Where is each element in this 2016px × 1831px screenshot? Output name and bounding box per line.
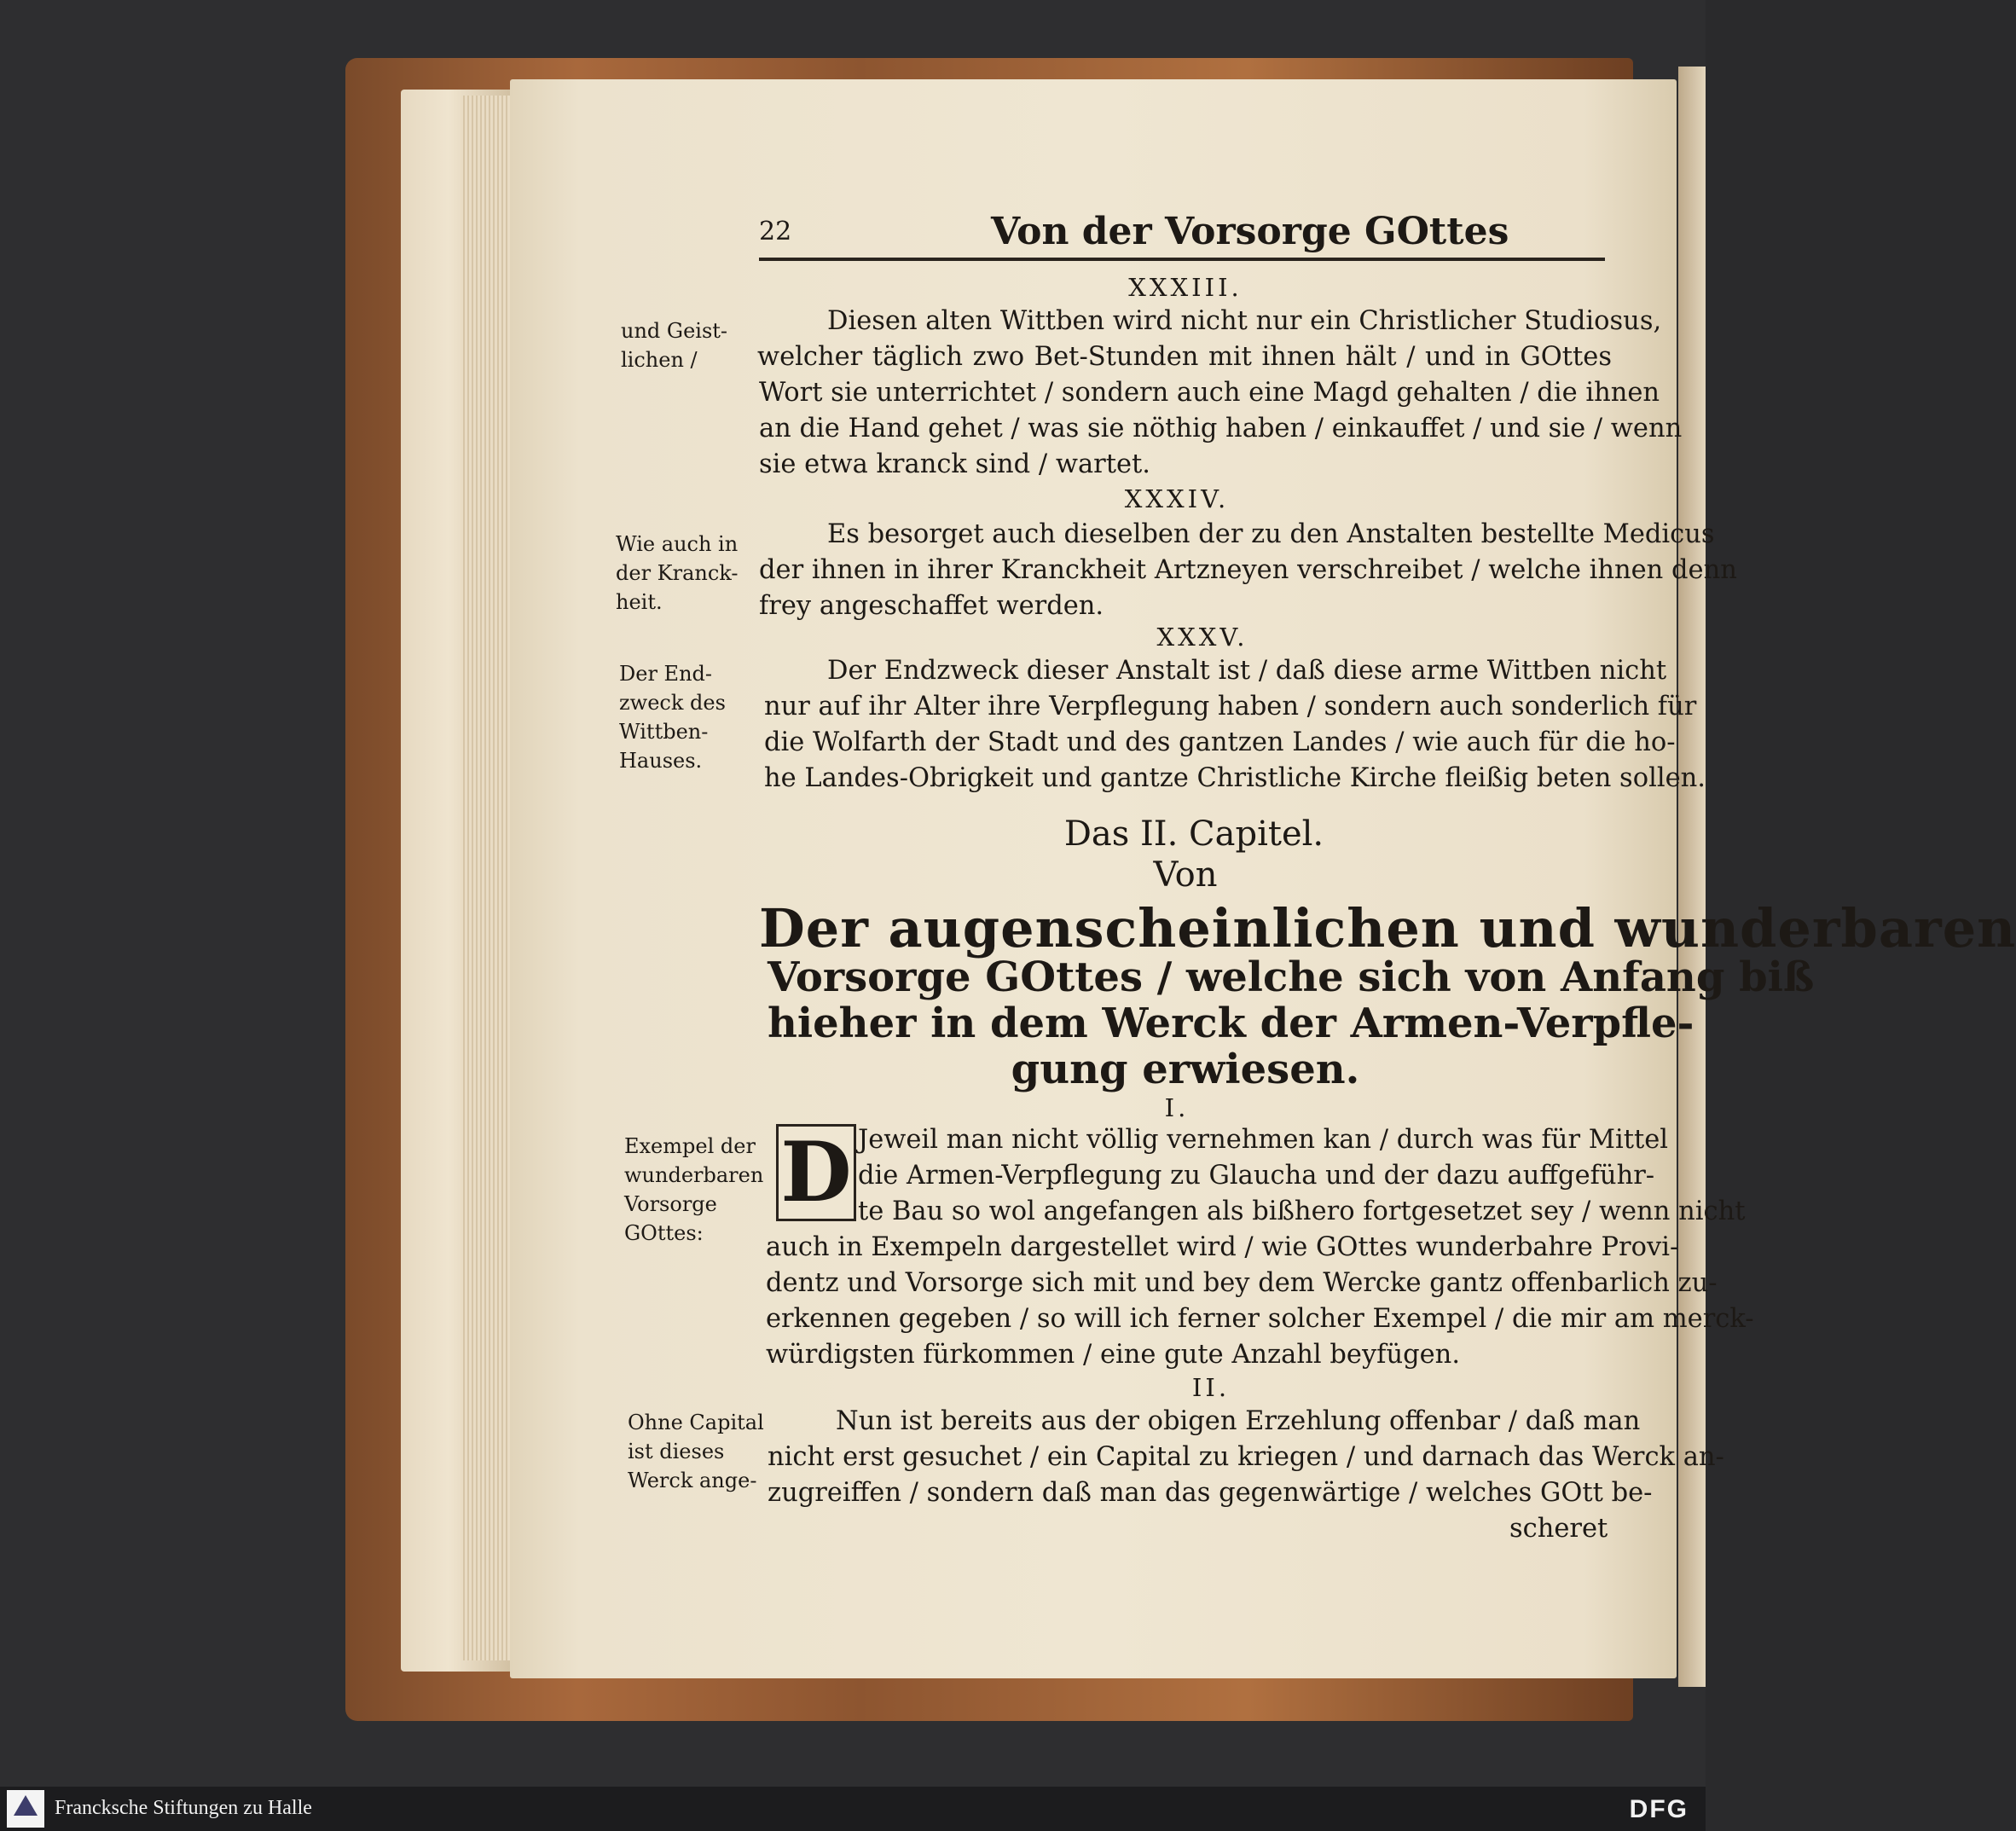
chapter-title-line: Vorsorge GOttes / welche sich von Anfang biß xyxy=(768,953,1815,1001)
chapter-von: Von xyxy=(1153,855,1218,895)
text-line: würdigsten fürkommen / eine gute Anzahl beyfügen. xyxy=(766,1340,1461,1370)
page-header xyxy=(759,210,1612,261)
text-line: die Armen-Verpflegung zu Glaucha und der dazu auffgeführ- xyxy=(858,1161,1655,1191)
text-line: he Landes-Obrigkeit und gantze Christliche Kirche fleißig beten sollen. xyxy=(764,763,1706,793)
section-heading-34: XXXIV. xyxy=(1124,484,1230,513)
text-line: frey angeschaffet werden. xyxy=(759,591,1104,621)
section-heading-33: XXXIII. xyxy=(1128,273,1243,302)
text-line: Es besorget auch dieselben der zu den Anstalten bestellte Medicus xyxy=(827,519,1715,549)
margin-line: Vorsorge xyxy=(624,1192,717,1216)
text-line: Diesen alten Wittben wird nicht nur ein Christlicher Studiosus, xyxy=(827,306,1662,336)
dfg-logo: DFG xyxy=(1629,1795,1689,1823)
margin-line: wunderbaren xyxy=(624,1163,764,1187)
institution-logo-icon xyxy=(7,1790,44,1828)
margin-line: GOttes: xyxy=(624,1221,704,1245)
section-heading-2: II. xyxy=(1191,1373,1231,1402)
text-line: die Wolfarth der Stadt und des gantzen Landes / wie auch für die ho- xyxy=(764,727,1676,757)
text-line: zugreiffen / sondern daß man das gegenwärtige / welches GOtt be- xyxy=(768,1478,1653,1508)
text-line: dentz und Vorsorge sich mit und bey dem Wercke gantz offenbarlich zu- xyxy=(766,1268,1718,1298)
margin-line: Wittben- xyxy=(619,720,709,744)
page-number: 22 xyxy=(759,217,792,246)
margin-line: Der End- xyxy=(619,662,712,686)
section-heading-1: I. xyxy=(1164,1093,1190,1122)
chapter-label: Das II. Capitel. xyxy=(1063,814,1324,854)
margin-line: Wie auch in xyxy=(616,532,739,556)
chapter-title-line: hieher in dem Werck der Armen-Verpfle- xyxy=(768,1000,1694,1047)
margin-line: und Geist- xyxy=(621,319,728,343)
running-head: Von der Vorsorge GOttes xyxy=(991,210,1509,253)
text-line: Jeweil man nicht völlig vernehmen kan / durch was für Mittel xyxy=(858,1125,1669,1155)
decorated-initial: D xyxy=(776,1124,856,1221)
catchword: scheret xyxy=(1509,1514,1608,1544)
chapter-title-line: Der augenscheinlichen und wunderbaren xyxy=(759,897,2016,959)
margin-line: zweck des xyxy=(619,691,726,715)
header-rule xyxy=(759,258,1605,261)
text-line: welcher täglich zwo Bet-Stunden mit ihnen hält / und in GOttes xyxy=(757,342,1612,372)
text-line: te Bau so wol angefangen als bißhero fortgesetzet sey / wenn nicht xyxy=(858,1197,1746,1226)
margin-line: Ohne Capital xyxy=(628,1411,764,1434)
margin-line: Exempel der xyxy=(624,1134,756,1158)
chapter-title-line: gung erwiesen. xyxy=(1011,1046,1360,1093)
margin-line: Werck ange- xyxy=(628,1469,757,1492)
margin-line: lichen / xyxy=(621,348,698,372)
text-line: der ihnen in ihrer Kranckheit Artzneyen verschreibet / welche ihnen denn xyxy=(759,555,1737,585)
text-line: erkennen gegeben / so will ich ferner solcher Exempel / die mir am merck- xyxy=(766,1304,1754,1334)
text-line: Nun ist bereits aus der obigen Erzehlung offenbar / daß man xyxy=(836,1406,1641,1436)
text-line: nicht erst gesuchet / ein Capital zu kriegen / und darnach das Werck an- xyxy=(768,1442,1724,1472)
margin-line: der Kranck- xyxy=(616,561,739,585)
text-line: an die Hand gehet / was sie nöthig haben / einkauffet / und sie / wenn xyxy=(759,414,1683,443)
text-line: sie etwa kranck sind / wartet. xyxy=(759,449,1150,479)
viewer-footer xyxy=(0,1787,1706,1831)
text-line: Der Endzweck dieser Anstalt ist / daß diese arme Wittben nicht xyxy=(827,656,1667,686)
section-heading-35: XXXV. xyxy=(1156,623,1248,652)
margin-line: ist dieses xyxy=(628,1440,725,1463)
text-line: Wort sie unterrichtet / sondern auch eine Magd gehalten / die ihnen xyxy=(759,378,1660,408)
institution-name: Francksche Stiftungen zu Halle xyxy=(55,1797,312,1819)
text-line: auch in Exempeln dargestellet wird / wie GOttes wunderbahre Provi- xyxy=(766,1232,1679,1262)
margin-line: Hauses. xyxy=(619,749,703,773)
text-line: nur auf ihr Alter ihre Verpflegung haben / sondern auch sonderlich für xyxy=(764,692,1697,721)
margin-line: heit. xyxy=(616,590,663,614)
